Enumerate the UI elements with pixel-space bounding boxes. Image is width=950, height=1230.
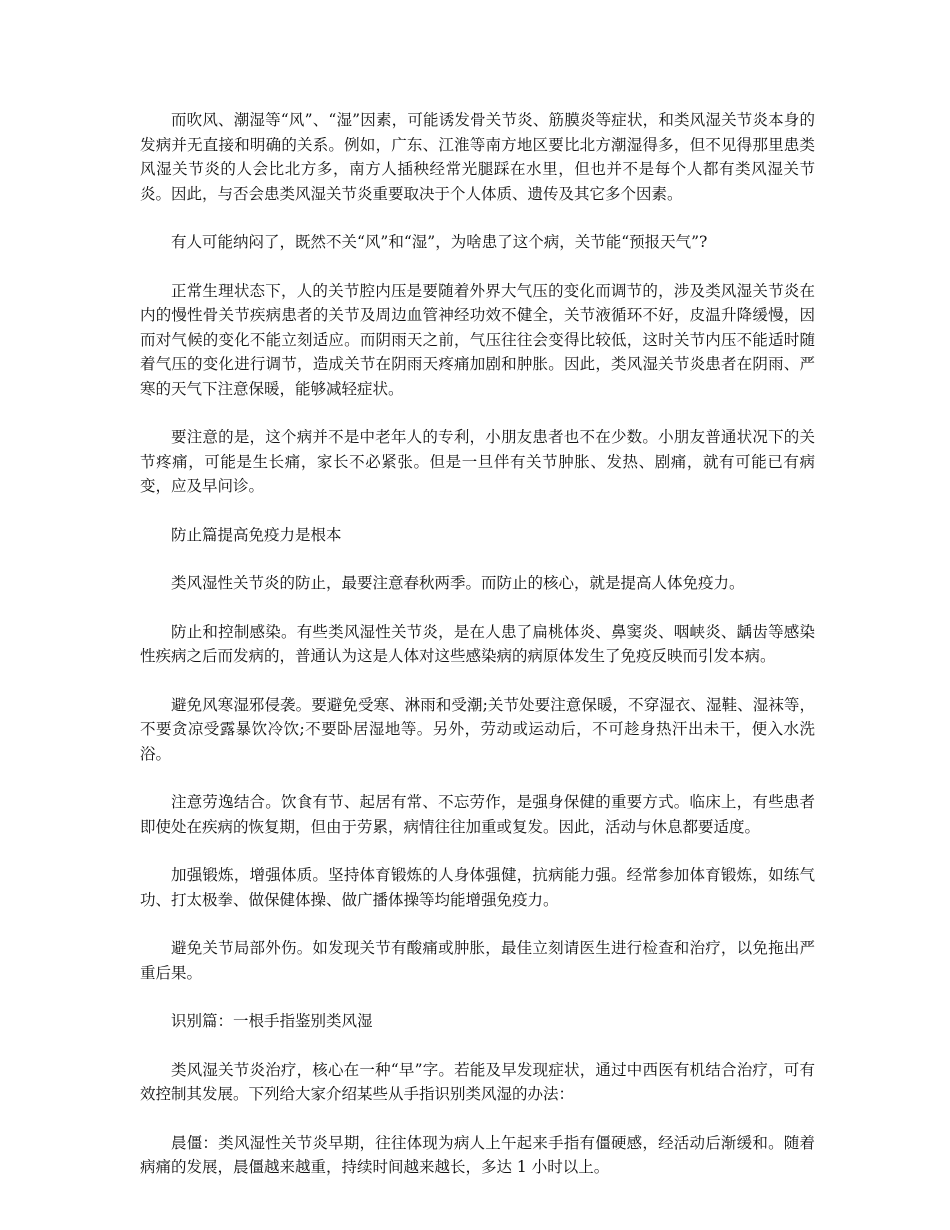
paragraph-infection-control: 防止和控制感染。有些类风湿性关节炎，是在人患了扁桃体炎、鼻窦炎、咽峡炎、龋齿等感染性疾病之后而发病的，普通认为这是人体对这些感染病的病原体发生了免疫反映而引发本病。 xyxy=(140,622,815,665)
paragraph-wind-damp-factors: 而吹风、潮湿等“风”、“湿”因素，可能诱发骨关节炎、筋膜炎等症状，和类风湿关节炎本身的发病并无直接和明确的关系。例如，广东、江淮等南方地区要比北方潮湿得多，但不见得那里患类风湿关节炎的人会比北方多，南方人插秧经常光腿踩在水里，但也并不是每个人都有类风湿关节炎。因此，与否会患类风湿关节炎重要取决于个人体质、遗传及其它多个因素。 xyxy=(140,111,815,203)
section-heading-identification: 识别篇：一根手指鉴别类风湿 xyxy=(171,1012,373,1030)
paragraph-exercise: 加强锻炼，增强体质。坚持体育锻炼的人身体强健，抗病能力强。经常参加体育锻炼，如练气功、打太极拳、做保健体操、做广播体操等均能增强免疫力。 xyxy=(140,866,815,909)
paragraph-work-rest-balance: 注意劳逸结合。饮食有节、起居有常、不忘劳作，是强身保健的重要方式。临床上，有些患者即使处在疾病的恢复期，但由于劳累，病情往往加重或复发。因此，活动与休息都要适度。 xyxy=(140,793,815,836)
paragraph-weather-question: 有人可能纳闷了，既然不关“风”和“湿”，为啥患了这个病，关节能“预报天气”? xyxy=(171,233,708,251)
document-body xyxy=(140,108,815,1204)
paragraph-joint-pressure: 正常生理状态下，人的关节腔内压是要随着外界大气压的变化而调节的，涉及类风湿关节炎在内的慢性骨关节疾病患者的关节及周边血管神经功效不健全，关节液循环不好，皮温升降缓慢，因而对气候的变化不能立刻适应。而阴雨天之前，气压往往会变得比较低，这时关节内压不能适时随着气压的变化进行调节，造成关节在阴雨天疼痛加剧和肿胀。因此，类风湿关节炎患者在阴雨、严寒的天气下注意保暖，能够减轻症状。 xyxy=(140,281,815,398)
paragraph-early-treatment: 类风湿关节炎治疗，核心在一种“早”字。若能及早发现症状，通过中西医有机结合治疗，可有效控制其发展。下列给大家介绍某些从手指识别类风湿的办法： xyxy=(140,1060,815,1103)
paragraph-prevention-core: 类风湿性关节炎的防止，最要注意春秋两季。而防止的核心，就是提高人体免疫力。 xyxy=(171,574,745,592)
section-heading-prevention: 防止篇提高免疫力是根本 xyxy=(171,525,342,544)
paragraph-avoid-cold-damp: 避免风寒湿邪侵袭。要避免受寒、淋雨和受潮;关节处要注意保暖，不穿湿衣、湿鞋、湿袜等，不要贪凉受露暴饮冷饮;不要卧居湿地等。另外，劳动或运动后，不可趁身热汗出未干，便入水洗浴。 xyxy=(140,695,815,763)
paragraph-morning-stiffness: 晨僵：类风湿性关节炎早期，往往体现为病人上午起来手指有僵硬感，经活动后渐缓和。随着病痛的发展，晨僵越来越重，持续时间越来越长，多达 1 小时以上。 xyxy=(140,1133,815,1176)
paragraph-children-note: 要注意的是，这个病并不是中老年人的专利，小朋友患者也不在少数。小朋友普通状况下的关节疼痛，可能是生长痛，家长不必紧张。但是一旦伴有关节肿胀、发热、剧痛，就有可能已有病变，应及早问诊。 xyxy=(140,428,815,495)
paragraph-avoid-injury: 避免关节局部外伤。如发现关节有酸痛或肿胀，最佳立刻请医生进行检查和治疗，以免拖出严重后果。 xyxy=(140,939,815,982)
